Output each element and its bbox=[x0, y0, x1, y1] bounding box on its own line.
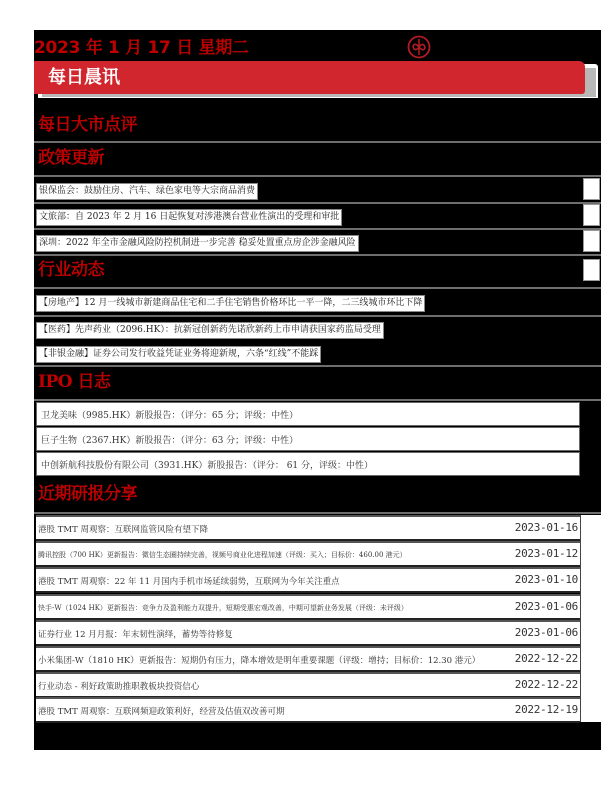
divider bbox=[34, 254, 601, 256]
research-title: 快手-W（1024 HK）更新报告：竞争力及盈利能力双提升，短期受惠宏观改善，中期可望新业务发展（评级：未评级） bbox=[38, 604, 408, 612]
research-title: 小米集团-W（1810 HK）更新报告：短期仍有压力，降本增效是明年重要课题（评级：增持；目标价：12.30 港元） bbox=[38, 656, 481, 666]
report-date: 2023 年 1 月 17 日 星期二 bbox=[34, 38, 249, 58]
bank-logo-icon bbox=[407, 35, 431, 59]
divider bbox=[34, 228, 601, 230]
ipo-row[interactable] bbox=[36, 427, 580, 451]
research-title: 腾讯控股（700 HK）更新报告：微信生态圈持续完善，视频号商业化进程加速（评级：买入；目标价：460.00 港元） bbox=[38, 551, 407, 559]
research-title: 证券行业 12 月月报：年末韧性演绎，蓄势等待修复 bbox=[38, 630, 233, 640]
research-row[interactable] bbox=[36, 541, 580, 567]
research-date: 2023-01-06 bbox=[514, 600, 578, 613]
research-row[interactable] bbox=[36, 515, 580, 541]
divider bbox=[34, 287, 601, 289]
research-row[interactable] bbox=[36, 620, 580, 646]
research-row[interactable] bbox=[36, 646, 580, 672]
research-row[interactable] bbox=[36, 672, 580, 698]
research-side-column bbox=[580, 515, 602, 722]
divider bbox=[34, 365, 601, 367]
section-title-research: 近期研报分享 bbox=[38, 484, 137, 504]
ipo-row[interactable] bbox=[36, 452, 580, 476]
checkbox[interactable] bbox=[583, 259, 600, 281]
divider bbox=[34, 399, 601, 401]
checkbox[interactable] bbox=[583, 230, 600, 252]
divider bbox=[34, 175, 601, 177]
policy-item[interactable]: 文旅部：自 2023 年 2 月 16 日起恢复对涉港澳台营业性演出的受理和审批 bbox=[36, 209, 342, 226]
research-title: 港股 TMT 周观察：22 年 11 月国内手机市场延续弱势，互联网为今年关注重点 bbox=[38, 577, 340, 587]
divider bbox=[34, 315, 601, 317]
research-row[interactable] bbox=[36, 567, 580, 593]
research-date: 2022-12-19 bbox=[514, 703, 578, 716]
section-title-market-review: 每日大市点评 bbox=[38, 115, 137, 135]
divider bbox=[34, 202, 601, 204]
section-title-industry: 行业动态 bbox=[38, 260, 104, 280]
section-title-policy: 政策更新 bbox=[38, 148, 104, 168]
divider bbox=[34, 141, 601, 143]
research-date: 2022-12-22 bbox=[514, 652, 578, 665]
industry-item[interactable]: 【房地产】12 月一线城市新建商品住宅和二手住宅销售价格环比一平一降，二三线城市环比下降 bbox=[36, 295, 425, 312]
research-title: 港股 TMT 周观察：互联网频迎政策利好，经营及估值双改善可期 bbox=[38, 707, 285, 717]
industry-item[interactable]: 【医药】先声药业（2096.HK）：抗新冠创新药先诺欣新药上市申请获国家药监局受理 bbox=[36, 322, 384, 339]
research-title: 港股 TMT 周观察：互联网监管风险有望下降 bbox=[38, 525, 208, 535]
ipo-item: 巨子生物（2367.HK）新股报告：（评分：63 分；评级：中性） bbox=[41, 436, 299, 446]
checkbox[interactable] bbox=[583, 178, 600, 200]
research-date: 2023-01-06 bbox=[514, 626, 578, 639]
research-row[interactable] bbox=[36, 697, 580, 723]
research-date: 2022-12-22 bbox=[514, 678, 578, 691]
industry-item[interactable]: 【非银金融】证券公司发行收益凭证业务将迎新规，六条“红线”不能踩 bbox=[36, 346, 321, 363]
research-date: 2023-01-12 bbox=[514, 547, 578, 560]
banner-title: 每日晨讯 bbox=[48, 67, 120, 88]
divider bbox=[34, 512, 601, 514]
checkbox[interactable] bbox=[583, 204, 600, 226]
ipo-item: 卫龙美味（9985.HK）新股报告：（评分：65 分；评级：中性） bbox=[41, 411, 299, 421]
research-date: 2023-01-10 bbox=[514, 573, 578, 586]
policy-item[interactable]: 银保监会：鼓励住房、汽车、绿色家电等大宗商品消费 bbox=[36, 183, 258, 200]
section-title-ipo: IPO 日志 bbox=[38, 372, 111, 392]
policy-item[interactable]: 深圳：2022 年全市金融风险防控机制进一步完善 稳妥处置重点房企涉金融风险 bbox=[36, 235, 359, 252]
ipo-item: 中创新航科技股份有限公司（3931.HK）新股报告：（评分： 61 分，评级：中性） bbox=[41, 461, 374, 471]
research-title: 行业动态 - 利好政策助推职教板块投资信心 bbox=[38, 682, 200, 692]
ipo-row[interactable] bbox=[36, 402, 580, 426]
research-date: 2023-01-16 bbox=[514, 521, 578, 534]
research-row[interactable] bbox=[36, 594, 580, 620]
